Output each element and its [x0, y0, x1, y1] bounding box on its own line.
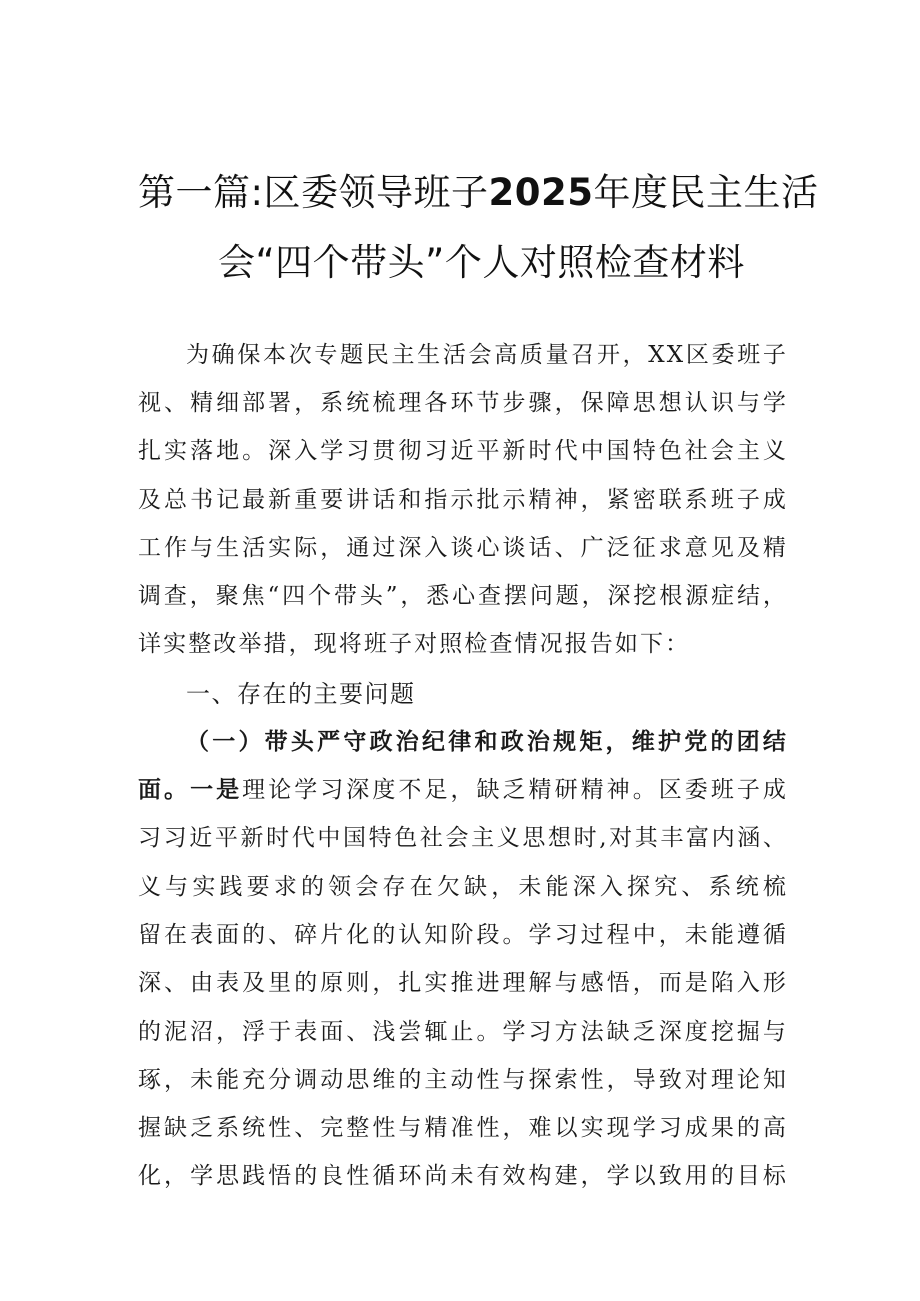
title-year: 2025: [488, 171, 594, 214]
intro-line: 扎实落地。深入学习贯彻习近平新时代中国特色社会主义: [138, 438, 788, 464]
subsection-heading: （一）带头严守政治纪律和政治规矩，维护党的团结: [186, 728, 788, 755]
subsection-heading-end: 面。一是: [138, 776, 243, 803]
subsection-line: 义与实践要求的领会存在欠缺，未能深入探究、系统梳: [138, 874, 788, 900]
intro-line: 视、精细部署，系统梳理各环节步骤，保障思想认识与学: [138, 390, 788, 416]
intro-line: 工作与生活实际，通过深入谈心谈话、广泛征求意见及精: [138, 535, 788, 561]
intro-line: 及总书记最新重要讲话和指示批示精神，紧密联系班子成: [138, 487, 788, 513]
subsection-line-text: 理论学习深度不足，缺乏精研精神。区委班子成: [242, 777, 788, 803]
subsection-line: 握缺乏系统性、完整性与精准性，难以实现学习成果的高: [138, 1115, 788, 1141]
subsection-line: 深、由表及里的原则，扎实推进理解与感悟，而是陷入形: [138, 970, 788, 996]
subsection-line: 琢，未能充分调动思维的主动性与探索性，导致对理论知: [138, 1067, 788, 1093]
section-heading: 一、存在的主要问题: [186, 680, 416, 708]
subsection-line: 留在表面的、碎片化的认知阶段。学习过程中，未能遵循: [138, 922, 788, 948]
intro-line: 为确保本次专题民主生活会高质量召开，XX区委班子: [186, 342, 788, 368]
subsection-line: 习习近平新时代中国特色社会主义思想时,对其丰富内涵、: [138, 825, 788, 851]
subsection-line: 的泥沼，浮于表面、浅尝辄止。学习方法缺乏深度挖掘与: [138, 1019, 788, 1045]
intro-line: 详实整改举措，现将班子对照检查情况报告如下：: [138, 631, 691, 657]
subsection-line: [138, 775, 788, 805]
document-title-line-2: 会“四个带头”个人对照检查材料: [218, 241, 745, 284]
subsection-line: 化，学思践悟的良性循环尚未有效构建，学以致用的目标: [138, 1163, 788, 1189]
document-title-line-1: 第一篇:区委领导班子2025年度民主生活: [138, 171, 819, 214]
intro-line: 调查，聚焦“四个带头”，悉心查摆问题，深挖根源症结，: [138, 583, 788, 609]
